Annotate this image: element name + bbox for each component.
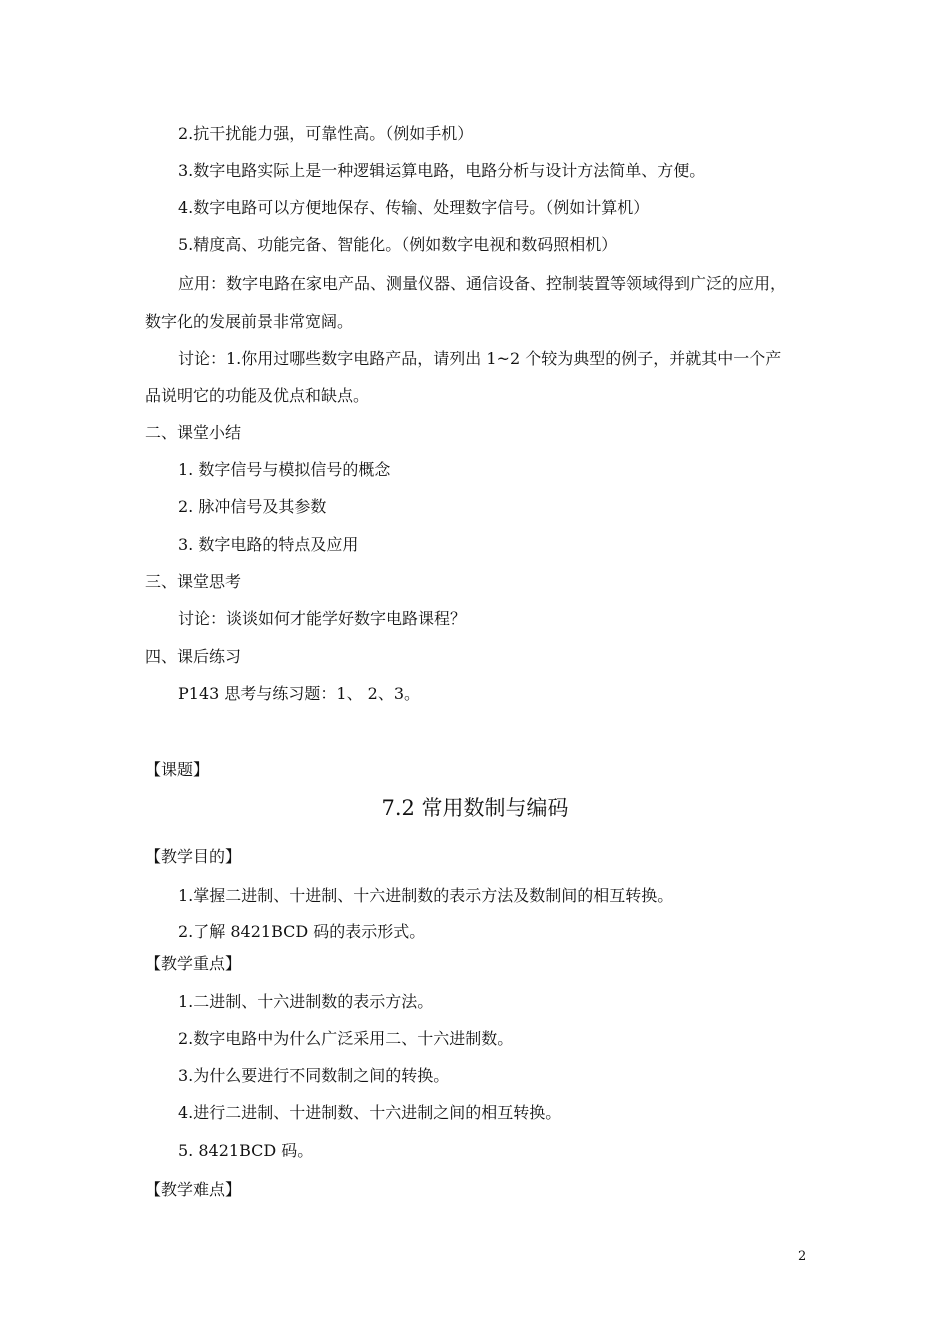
feature-line-3: 3.数字电路实际上是一种逻辑运算电路，电路分析与设计方法简单、方便。 bbox=[178, 161, 706, 180]
feature-line-2: 2.抗干扰能力强，可靠性高。（例如手机） bbox=[178, 124, 474, 143]
section-heading-thinking: 三、课堂思考 bbox=[145, 572, 242, 591]
section-heading-exercise: 四、课后练习 bbox=[145, 647, 242, 666]
goal-item-1: 1.掌握二进制、十进制、十六进制数的表示方法及数制间的相互转换。 bbox=[178, 886, 674, 905]
topic-title: 7.2 常用数制与编码 bbox=[381, 796, 569, 820]
key-point-4: 4.进行二进制、十进制数、十六进制之间的相互转换。 bbox=[178, 1103, 562, 1122]
key-point-5: 5. 8421BCD 码。 bbox=[178, 1141, 314, 1160]
exercise-item-1: P143 思考与练习题：1、 2、3。 bbox=[178, 684, 421, 703]
key-points-label: 【教学重点】 bbox=[145, 954, 242, 973]
goal-label: 【教学目的】 bbox=[145, 847, 242, 866]
application-line-2: 数字化的发展前景非常宽阔。 bbox=[145, 312, 354, 331]
topic-label: 【课题】 bbox=[145, 760, 210, 779]
discussion-line-1: 讨论：1.你用过哪些数字电路产品，请列出 1~2 个较为典型的例子，并就其中一个产 bbox=[178, 349, 782, 368]
key-point-1: 1.二进制、十六进制数的表示方法。 bbox=[178, 992, 434, 1011]
thinking-item-1: 讨论：谈谈如何才能学好数字电路课程？ bbox=[178, 609, 467, 628]
summary-item-3: 3. 数字电路的特点及应用 bbox=[178, 535, 359, 554]
key-point-3: 3.为什么要进行不同数制之间的转换。 bbox=[178, 1066, 450, 1085]
feature-line-5: 5.精度高、功能完备、智能化。（例如数字电视和数码照相机） bbox=[178, 235, 618, 254]
difficulty-label: 【教学难点】 bbox=[145, 1180, 242, 1199]
page-number: 2 bbox=[798, 1249, 807, 1264]
section-heading-summary: 二、课堂小结 bbox=[145, 423, 242, 442]
summary-item-1: 1. 数字信号与模拟信号的概念 bbox=[178, 460, 391, 479]
summary-item-2: 2. 脉冲信号及其参数 bbox=[178, 497, 327, 516]
goal-item-2: 2.了解 8421BCD 码的表示形式。 bbox=[178, 922, 426, 941]
application-line-1: 应用：数字电路在家电产品、测量仪器、通信设备、控制装置等领域得到广泛的应用， bbox=[178, 274, 787, 293]
discussion-line-2: 品说明它的功能及优点和缺点。 bbox=[145, 386, 370, 405]
feature-line-4: 4.数字电路可以方便地保存、传输、处理数字信号。（例如计算机） bbox=[178, 198, 650, 217]
key-point-2: 2.数字电路中为什么广泛采用二、十六进制数。 bbox=[178, 1029, 514, 1048]
